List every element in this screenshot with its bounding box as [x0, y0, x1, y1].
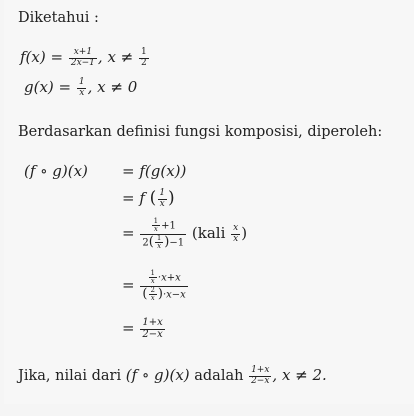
derivation-lhs: (f ∘ g)(x) — [24, 162, 88, 180]
g-fraction — [77, 78, 87, 98]
step4-numerator — [145, 270, 182, 286]
step4-den-open-paren: ( — [142, 286, 148, 302]
f-numerator: x+1 — [73, 47, 93, 58]
step3-den-close-paren: ) — [164, 234, 170, 250]
kali-denominator: x — [233, 233, 239, 244]
f-cond-denominator: 2 — [141, 57, 147, 68]
step3-num-tail: +1 — [161, 220, 176, 232]
step-2 — [122, 188, 175, 209]
step4-num-tail: ·x+x — [157, 272, 181, 284]
step3-numerator — [149, 218, 178, 234]
step5-fraction — [140, 318, 164, 340]
kali-fraction — [231, 224, 240, 244]
step2-prefix: = f — [122, 189, 145, 207]
conclusion-adalah: adalah — [194, 368, 244, 384]
kali-numerator: x — [233, 223, 239, 234]
step4-den-inner-bottom: x — [150, 294, 155, 303]
step5-denominator: 2−x — [142, 328, 163, 340]
step3-denominator — [140, 234, 186, 251]
step4-num-inner-bottom: x — [150, 277, 155, 286]
kali-label: (kali — [191, 224, 226, 243]
g-lhs: g(x) = — [24, 78, 72, 96]
conclusion-fraction — [249, 366, 271, 386]
step3-num-inner-top: 1 — [153, 217, 159, 225]
step3-num-inner-fraction — [152, 218, 160, 234]
intro-text: Berdasarkan definisi fungsi komposisi, diperoleh: — [18, 124, 383, 140]
conclusion-expr: (f ∘ g)(x) — [125, 366, 190, 384]
f-fraction — [69, 48, 97, 68]
step4-num-inner-top: 1 — [150, 269, 155, 277]
f-condition: , x ≠ — [97, 48, 134, 66]
conclusion-denominator: 2−x — [251, 375, 270, 386]
step-5: = $\frac{1+x}{2-x}$ — [122, 317, 163, 340]
step4-den-inner-fraction — [148, 287, 156, 303]
open-paren: ( — [149, 188, 157, 208]
g-condition: , x ≠ 0 — [87, 78, 138, 96]
step4-den-tail: ·x−x — [162, 289, 186, 301]
step5-numerator: 1+x — [142, 317, 163, 328]
given-f-line — [20, 48, 150, 68]
f-denominator: 2x−1 — [70, 57, 95, 68]
step4-den-inner-top: 2 — [150, 285, 155, 294]
g-denominator: x — [79, 87, 85, 98]
f-lhs: f(x) = — [20, 48, 64, 66]
step3-fraction — [140, 218, 186, 250]
step3-den-tail: −1 — [169, 237, 185, 249]
step3-den-open-paren: ( — [148, 234, 154, 250]
step2-denominator: x — [159, 198, 165, 209]
conclusion-condition: , x ≠ 2. — [272, 366, 327, 384]
step-3: = $\frac{1}{x}$ +1 2( $\frac{1}{x}$ )−1 (kali $\frac{x}{x}$ ) — [122, 217, 248, 251]
conclusion-line — [18, 366, 327, 386]
step3-den-inner-top: 1 — [156, 233, 162, 242]
step3-num-inner-bottom: x — [153, 225, 158, 234]
step-4: = $\frac{1}{x}$ ·x+x ( $\frac{2}{x}$ )·x−x — [122, 269, 186, 303]
conclusion-numerator: 1+x — [251, 365, 270, 376]
given-g-line — [24, 78, 137, 98]
step4-num-inner-fraction — [148, 270, 156, 286]
heading-diketahui: Diketahui : — [18, 10, 99, 26]
g-numerator: 1 — [78, 77, 85, 88]
f-condition-fraction — [139, 48, 149, 68]
conclusion-text: Jika, nilai dari — [18, 368, 122, 384]
step4-denominator — [140, 286, 187, 303]
kali-close-paren: ) — [241, 224, 248, 243]
step4-fraction — [140, 270, 187, 302]
close-paren: ) — [168, 188, 175, 208]
step3-den-prefix: 2 — [142, 237, 149, 249]
solution-panel — [4, 0, 414, 404]
step2-numerator: 1 — [159, 188, 166, 199]
step3-den-inner-bottom: x — [157, 242, 162, 251]
step4-den-close-paren: ) — [157, 286, 163, 302]
step2-fraction — [157, 189, 167, 209]
step-1: = f(g(x)) — [122, 162, 187, 180]
f-cond-numerator: 1 — [141, 47, 147, 58]
step3-den-inner-fraction — [155, 235, 163, 251]
